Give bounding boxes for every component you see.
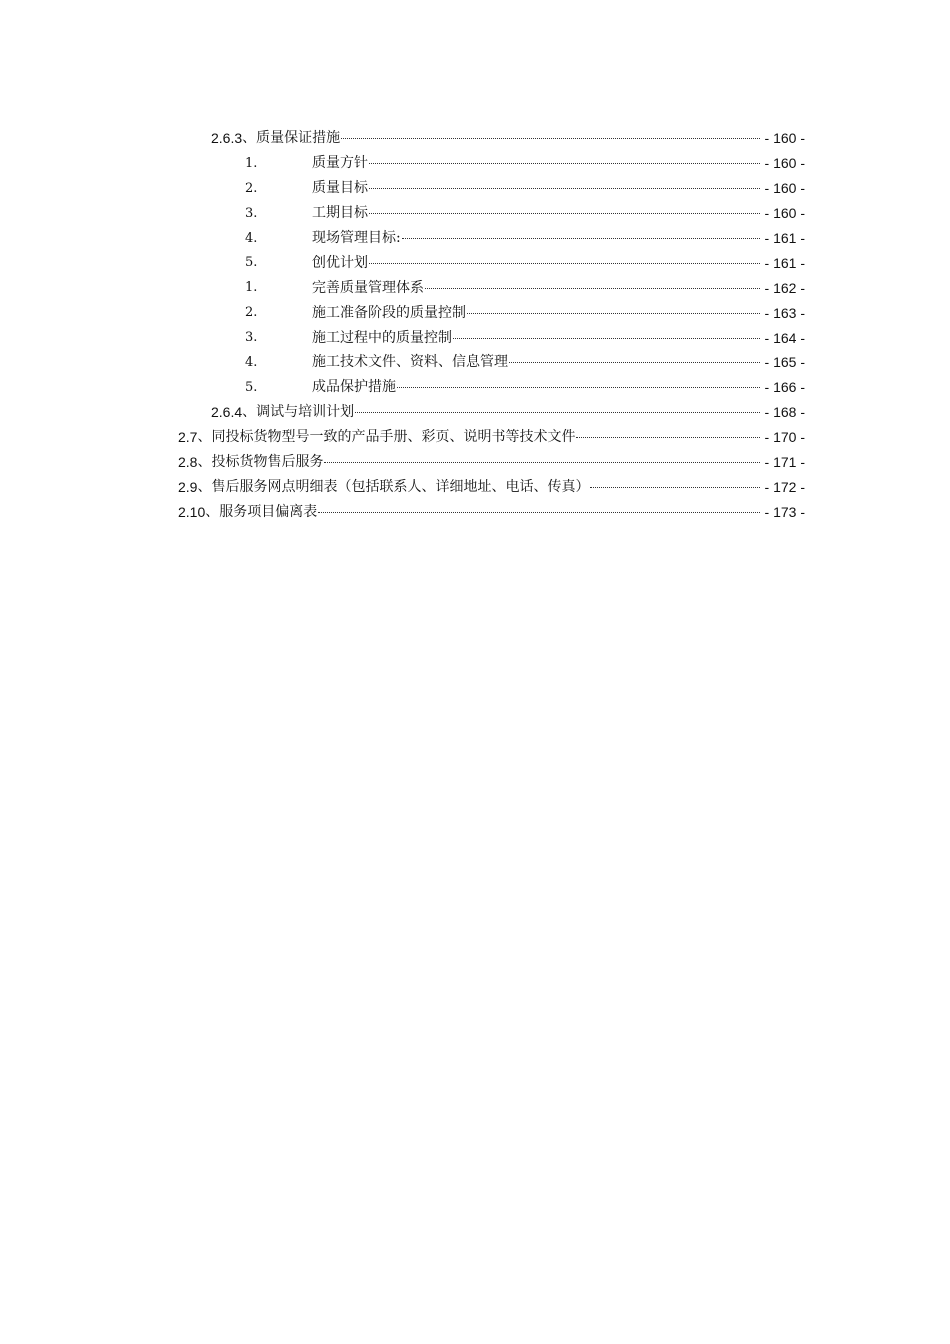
toc-page-number: - 170 - — [764, 429, 805, 446]
toc-dot-leader — [341, 137, 760, 139]
toc-entry[interactable] — [0, 201, 950, 226]
toc-entry-title: 、调试与培训计划 — [242, 404, 355, 421]
toc-entry-title: 完善质量管理体系 — [312, 279, 424, 296]
toc-entry-number: 5. — [245, 255, 258, 271]
toc-dot-leader — [369, 162, 760, 164]
toc-entry-title: 施工准备阶段的质量控制 — [312, 304, 466, 321]
toc-entry-number: 2. — [245, 305, 258, 321]
toc-entry[interactable] — [0, 176, 950, 201]
toc-entry-title: 现场管理目标: — [312, 230, 401, 246]
toc-dot-leader — [590, 486, 760, 488]
toc-entry[interactable] — [0, 226, 950, 251]
toc-dot-leader — [453, 337, 760, 339]
toc-entry-number: 2.8 — [178, 454, 198, 471]
toc-page-number: - 160 - — [764, 130, 805, 147]
toc-entry[interactable] — [0, 325, 950, 350]
toc-entry-number: 2.6.3 — [211, 130, 243, 147]
toc-entry-title: 成品保护措施 — [312, 379, 396, 396]
toc-page-number: - 168 - — [764, 404, 805, 421]
toc-entry-number: 2.6.4 — [211, 404, 243, 421]
toc-page-number: - 161 - — [764, 230, 805, 246]
toc-entry-title: 质量方针 — [312, 155, 368, 172]
toc-entry-number: 2. — [245, 180, 258, 196]
toc-entry-title: 工期目标 — [312, 205, 368, 222]
toc-entry-number: 1. — [245, 155, 258, 171]
toc-page-number: - 160 - — [764, 180, 805, 197]
toc-entry[interactable] — [0, 126, 950, 151]
toc-entry-number: 4. — [245, 230, 258, 246]
toc-page-number: - 161 - — [764, 254, 805, 271]
toc-page-number: - 166 - — [764, 379, 805, 396]
toc-entry-title: 、质量保证措施 — [242, 130, 341, 147]
toc-dot-leader — [576, 436, 760, 438]
toc-page-number: - 163 - — [764, 304, 805, 321]
toc-page-number: - 165 - — [764, 354, 805, 371]
toc-entry-title: 施工技术文件、资料、信息管理 — [312, 354, 508, 371]
toc-entry-number: 2.7 — [178, 429, 198, 446]
toc-dot-leader — [318, 511, 760, 513]
toc-entry-number: 4. — [245, 354, 258, 370]
toc-entry-title: 、服务项目偏离表 — [205, 503, 318, 520]
toc-entry-title: 施工过程中的质量控制 — [312, 329, 452, 346]
toc-dot-leader — [369, 212, 760, 214]
toc-entry[interactable] — [0, 350, 950, 375]
toc-entry[interactable] — [0, 425, 950, 450]
toc-entry-title: 、投标货物售后服务 — [197, 454, 324, 471]
toc-page-number: - 162 - — [764, 279, 805, 296]
toc-entry-number: 1. — [245, 280, 258, 296]
toc-page-number: - 173 - — [764, 503, 805, 520]
toc-entry-number: 3. — [245, 205, 258, 221]
toc-page-number: - 171 - — [764, 454, 805, 471]
toc-dot-leader — [324, 461, 760, 463]
toc-entry-number: 5. — [245, 379, 258, 395]
toc-dot-leader — [369, 187, 760, 189]
toc-entry-title: 、售后服务网点明细表（包括联系人、详细地址、电话、传真） — [197, 478, 590, 495]
toc-entry[interactable] — [0, 275, 950, 300]
toc-page-number: - 172 - — [764, 478, 805, 495]
toc-entry-number: 2.9 — [178, 478, 198, 495]
toc-entry-number: 3. — [245, 330, 258, 346]
toc-dot-leader — [425, 287, 760, 289]
toc-entry-title: 创优计划 — [312, 254, 368, 271]
toc-entry-title: 、同投标货物型号一致的产品手册、彩页、说明书等技术文件 — [197, 429, 576, 446]
toc-entry[interactable] — [0, 400, 950, 425]
toc-entry[interactable] — [0, 151, 950, 176]
table-of-contents — [0, 126, 950, 524]
toc-entry[interactable] — [0, 499, 950, 524]
toc-entry-title: 质量目标 — [312, 180, 368, 197]
toc-entry[interactable] — [0, 300, 950, 325]
toc-dot-leader — [467, 312, 760, 314]
toc-page-number: - 160 - — [764, 155, 805, 172]
toc-entry[interactable] — [0, 375, 950, 400]
toc-entry-number: 2.10 — [178, 503, 206, 520]
toc-entry[interactable] — [0, 450, 950, 475]
toc-dot-leader — [369, 262, 760, 264]
toc-dot-leader — [355, 411, 760, 413]
toc-entry[interactable] — [0, 250, 950, 275]
toc-entry[interactable] — [0, 474, 950, 499]
toc-dot-leader — [402, 237, 760, 239]
toc-dot-leader — [397, 386, 760, 388]
toc-dot-leader — [509, 361, 760, 363]
toc-page-number: - 164 - — [764, 329, 805, 346]
toc-page-number: - 160 - — [764, 205, 805, 222]
